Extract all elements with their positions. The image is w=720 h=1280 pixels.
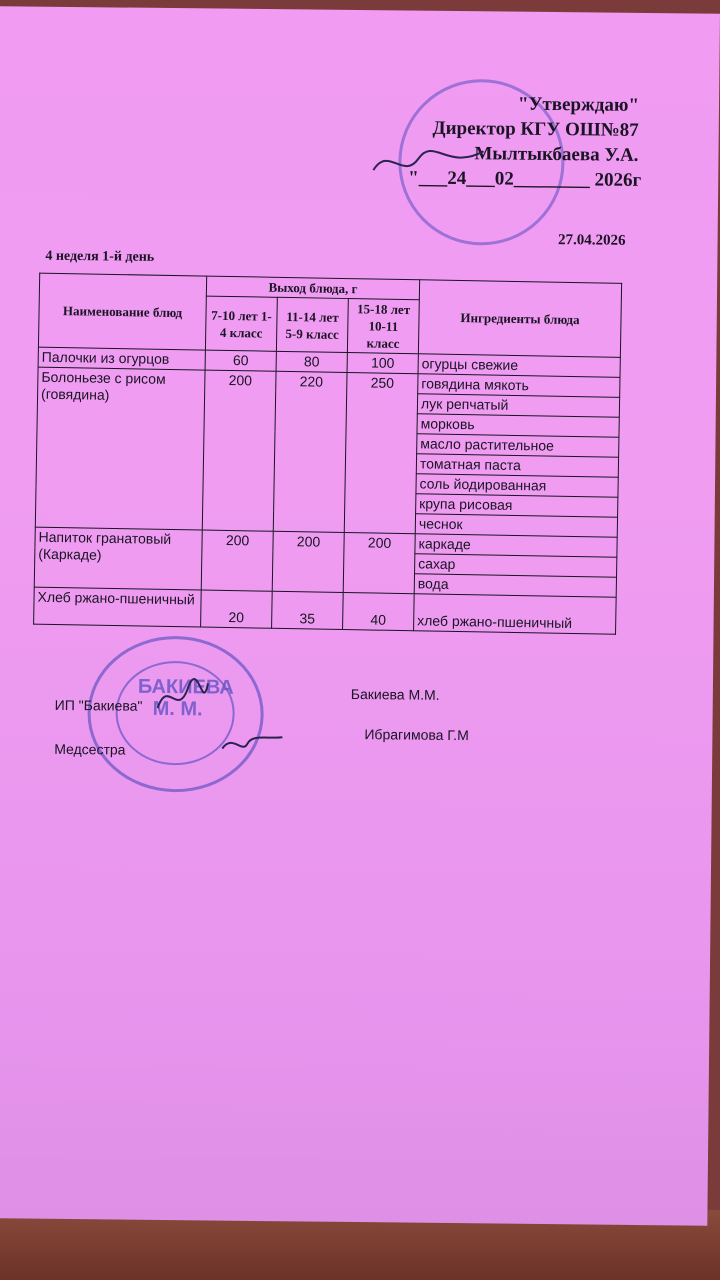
dish-name: Болоньезе с рисом (говядина) [35, 367, 205, 530]
header-age-2: 11-14 лет 5-9 класс [276, 297, 348, 352]
header-dish-name: Наименование блюд [38, 273, 206, 350]
approve-title: "Утверждаю" [517, 93, 640, 116]
portion-age-3: 100 [347, 353, 418, 374]
ingredient: вода [414, 574, 616, 598]
director-title: Директор КГУ ОШ№87 [432, 117, 639, 141]
ingredient: сахар [415, 554, 617, 578]
document-date: 27.04.2026 [558, 232, 626, 249]
signature-icon [217, 729, 287, 760]
portion-age-3: 250 [344, 373, 418, 534]
portion-age-1: 60 [205, 350, 276, 371]
portion-age-1: 200 [202, 370, 276, 531]
ingredient: крупа рисовая [416, 494, 618, 518]
portion-age-2: 200 [272, 531, 344, 592]
ip-name: Бакиева М.М. [350, 685, 440, 703]
nurse-name: Ибрагимова Г.М [364, 726, 469, 744]
ingredient: чеснок [415, 514, 617, 538]
header-output: Выход блюда, г [206, 276, 419, 300]
portion-age-3: 40 [343, 593, 415, 631]
dish-name: Палочки из огурцов [38, 347, 205, 370]
approve-date: "___24___02________ 2026г [408, 167, 642, 191]
header-age-1: 7-10 лет 1-4 класс [205, 296, 277, 351]
signature-icon [368, 140, 489, 191]
dish-name: Хлеб ржано-пшеничный [34, 587, 202, 627]
portion-age-2: 220 [273, 371, 347, 532]
document-page [0, 6, 720, 1225]
dish-name: Напиток гранатовый (Каркаде) [34, 527, 202, 590]
portion-age-2: 80 [276, 351, 347, 372]
ingredient: томатная паста [416, 454, 618, 478]
signature-icon [152, 668, 213, 729]
stamp-text: БАКИЕВА М. М. [137, 675, 234, 721]
ingredient: соль йодированная [416, 474, 618, 498]
portion-age-1: 200 [201, 530, 273, 591]
ingredient: хлеб ржано-пшеничный [414, 594, 617, 635]
header-age-3: 15-18 лет 10-11 класс [347, 299, 419, 354]
ingredient: огурцы свежие [418, 354, 620, 378]
ip-label: ИП "Бакиева" [54, 696, 143, 714]
ingredient: лук репчатый [417, 394, 619, 418]
ingredient: говядина мякоть [418, 374, 620, 398]
nurse-label: Медсестра [54, 740, 126, 758]
director-name: Мылтыкбаева У.А. [474, 143, 639, 166]
ingredient: морковь [417, 414, 619, 438]
portion-age-3: 200 [343, 533, 415, 594]
header-ingredients: Ингредиенты блюда [418, 280, 621, 358]
portion-age-2: 35 [272, 591, 344, 629]
week-day-label: 4 неделя 1-й день [45, 248, 155, 265]
portion-age-1: 20 [201, 590, 273, 628]
ingredient: масло растительное [417, 434, 619, 458]
menu-table [33, 273, 622, 635]
ingredient: каркаде [415, 534, 617, 558]
